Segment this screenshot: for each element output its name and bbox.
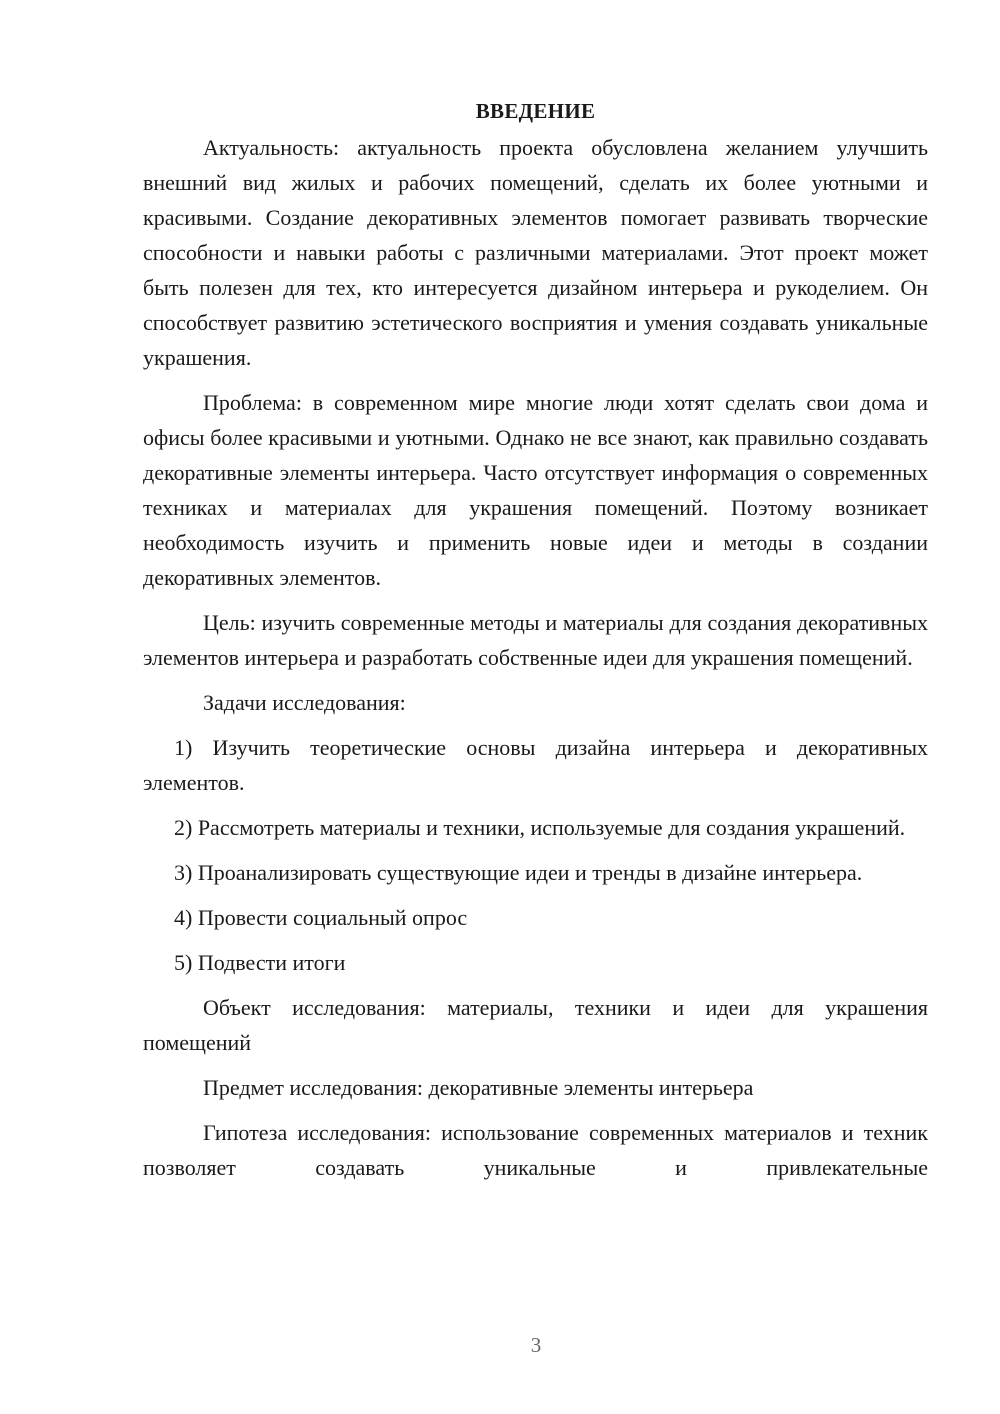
task-item: 3) Проанализировать существующие идеи и тренды в дизайне интерьера.	[174, 860, 863, 885]
task-item: 5) Подвести итоги	[174, 950, 346, 975]
problem-paragraph: Проблема: в современном мире многие люди хотят сделать свои дома и офисы более красивыми и уютными. Однако не все знают, как правильно создавать декоративные элементы интерьера. Часто отсутствует информация о современных техниках и материалах для украшения помещений. Поэтому возникает необходимость изучить и применить новые идеи и методы в создании декоративных элементов.	[143, 390, 928, 590]
subject-paragraph: Предмет исследования: декоративные элементы интерьера	[203, 1075, 754, 1100]
object-paragraph: Объект исследования: материалы, техники и идеи для украшения помещений	[143, 995, 928, 1055]
tasks-heading: Задачи исследования:	[203, 690, 406, 715]
task-item: 2) Рассмотреть материалы и техники, используемые для создания украшений.	[174, 815, 906, 840]
page-number: 3	[530, 1333, 542, 1357]
task-item: 1) Изучить теоретические основы дизайна интерьера и декоративных элементов.	[143, 735, 928, 795]
relevance-paragraph: Актуальность: актуальность проекта обусловлена желанием улучшить внешний вид жилых и рабочих помещений, сделать их более уютными и красивыми. Создание декоративных элементов помогает развивать творческие способности и навыки работы с различными материалами. Этот проект может быть полезен для тех, кто интересуется дизайном интерьера и рукоделием. Он способствует развитию эстетического восприятия и умения создавать уникальные украшения.	[143, 135, 928, 370]
hypothesis-paragraph: Гипотеза исследования: использование современных материалов и техник позволяет создавать уникальные и привлекательные	[143, 1120, 928, 1180]
task-item: 4) Провести социальный опрос	[174, 905, 468, 930]
document-page	[143, 96, 928, 1195]
goal-paragraph: Цель: изучить современные методы и материалы для создания декоративных элементов интерьера и разработать собственные идеи для украшения помещений.	[143, 610, 928, 670]
page-title: ВВЕДЕНИЕ	[475, 99, 596, 123]
